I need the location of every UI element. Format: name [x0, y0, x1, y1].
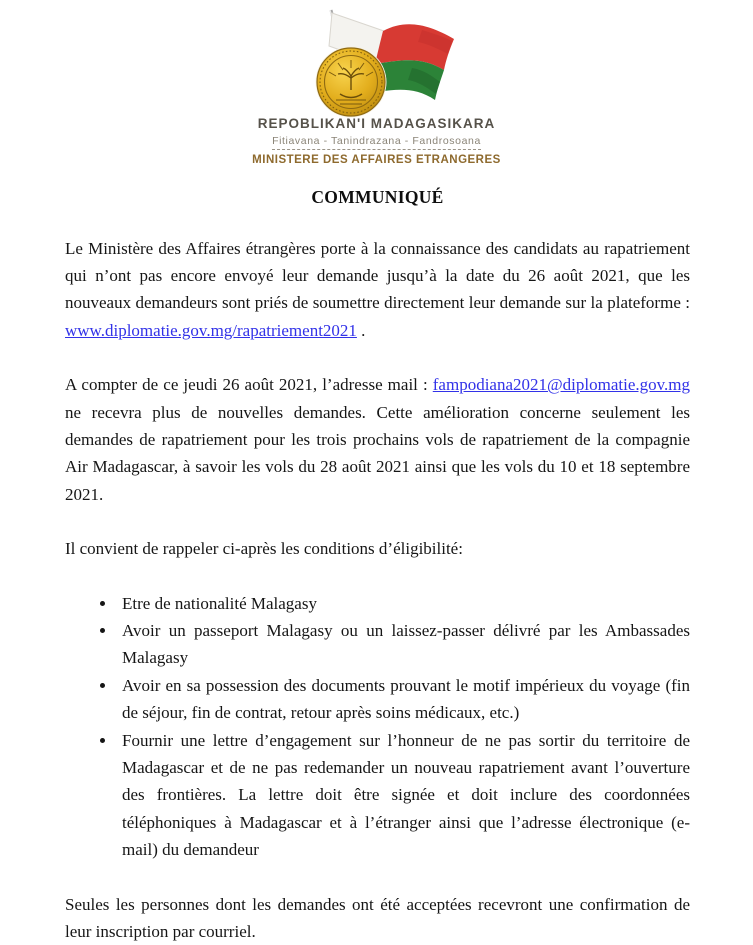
letterhead [0, 0, 753, 166]
eligibility-list [65, 590, 690, 864]
republic-name: REPOBLIKAN'I MADAGASIKARA [0, 116, 753, 131]
national-motto: Fitiavana - Tanindrazana - Fandrosoana [272, 136, 481, 150]
paragraph-email-text: A compter de ce jeudi 26 août 2021, l’adresse mail : [65, 375, 433, 394]
paragraph-email [65, 371, 690, 508]
platform-link[interactable]: www.diplomatie.gov.mg/rapatriement2021 [65, 321, 357, 340]
communique-title: COMMUNIQUÉ [65, 187, 690, 208]
paragraph-email-tail: ne recevra plus de nouvelles demandes. Cette amélioration concerne seulement les demandes de rapatriement pour les trois prochains vols de rapatriement de la compagnie Air Madagascar, à savoir les vols du 28 août 2021 ainsi que les vols du 10 et 18 septembre 2021. [65, 403, 690, 504]
list-item-nationality: • Etre de nationalité Malagasy [117, 590, 690, 617]
paragraph-closing: Seules les personnes dont les demandes ont été acceptées recevront une confirmation de leur inscription par courriel. [65, 891, 690, 945]
email-link[interactable]: fampodiana2021@diplomatie.gov.mg [433, 375, 690, 394]
list-item-engagement-letter: • Fournir une lettre d’engagement sur l’honneur de ne pas sortir du territoire de Madagascar et de ne pas redemander un nouveau rapatriement avant l’ouverture des frontières. La lettre doit être signée et doit inclure des coordonnées téléphoniques à Madagascar et à l’étranger ainsi que l’adresse électronique (e-mail) du demandeur [117, 727, 690, 864]
paragraph-intro-tail: . [357, 321, 366, 340]
flag-and-seal-icon [272, 8, 482, 120]
paragraph-conditions-intro: Il convient de rappeler ci-après les conditions d’éligibilité: [65, 535, 690, 562]
madagascar-emblem-logo [0, 8, 753, 120]
paragraph-intro [65, 235, 690, 345]
list-item-passport: • Avoir un passeport Malagasy ou un laissez-passer délivré par les Ambassades Malagasy [117, 617, 690, 672]
list-item-documents: • Avoir en sa possession des documents prouvant le motif impérieux du voyage (fin de séjour, fin de contrat, retour après soins médicaux, etc.) [117, 672, 690, 727]
motto-row [0, 132, 753, 150]
paragraph-intro-text: Le Ministère des Affaires étrangères porte à la connaissance des candidats au rapatriement qui n’ont pas encore envoyé leur demande jusqu’à la date du 26 août 2021, que les nouveaux demandeurs sont priés de soumettre directement leur demande sur la plateforme : [65, 239, 690, 313]
document-body [65, 187, 690, 945]
ministry-name: MINISTERE DES AFFAIRES ETRANGERES [0, 154, 753, 166]
